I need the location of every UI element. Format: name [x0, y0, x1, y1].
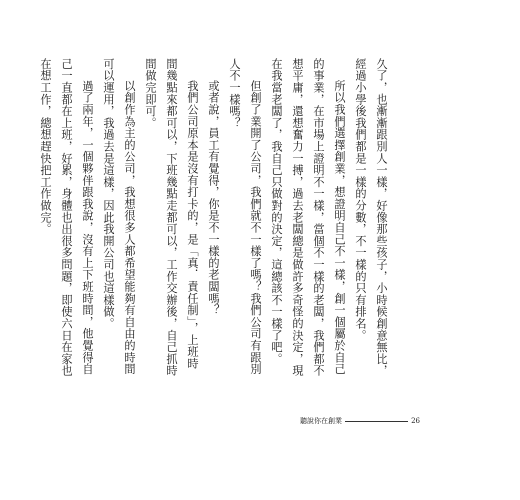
- page-number: 26: [411, 417, 420, 425]
- paragraph-2: 所以我們選擇創業，想證明自己不一樣，創一個屬於自己的事業，在市場上證明不一樣，當個不一樣的老闆，我們都不想平庸，還想奮力一搏，過去老闆總是做許多奇怪的決定，現在我當老闆了，我自己只做對的決定，這總該不一樣了吧。: [270, 58, 346, 377]
- paragraph-5: 我們公司原本是沒有打卡的，是「真．責任制」，上班時間幾點來都可以，下班幾點走都可以，工作交辦後，自己抓時間做完即可。: [144, 58, 199, 377]
- paragraph-4: 或者說，員工有覺得，你是不一樣的老闆嗎？: [207, 80, 220, 317]
- paragraph-1: 久了，也漸漸跟別人一樣，好像那些孩子，小時候創意無比，經過小學後我們都是一樣的分數，不一樣的只有排名。: [354, 58, 388, 377]
- paragraph-3: 但創了業開了公司，我們就不一樣了嗎？我們公司有跟別人不一樣嗎？: [228, 58, 262, 376]
- running-footer: [300, 414, 420, 428]
- paragraph-7: 過了兩年，一個夥伴跟我說，沒有上下班時間，他覺得自己一直都在上班，好累，身體也出很多問題，即使六日在家也在想工作，總想趕快把工作做完。: [39, 58, 94, 377]
- footer-book-title: 聽說你在創業: [300, 417, 342, 425]
- paragraph-6: 以創作為主的公司，我想很多人都希望能夠有自由的時間可以運用，我過去是這樣，因此我開公司也這樣做。: [102, 58, 136, 376]
- footer-rule: [345, 421, 408, 422]
- body-text: [39, 58, 392, 380]
